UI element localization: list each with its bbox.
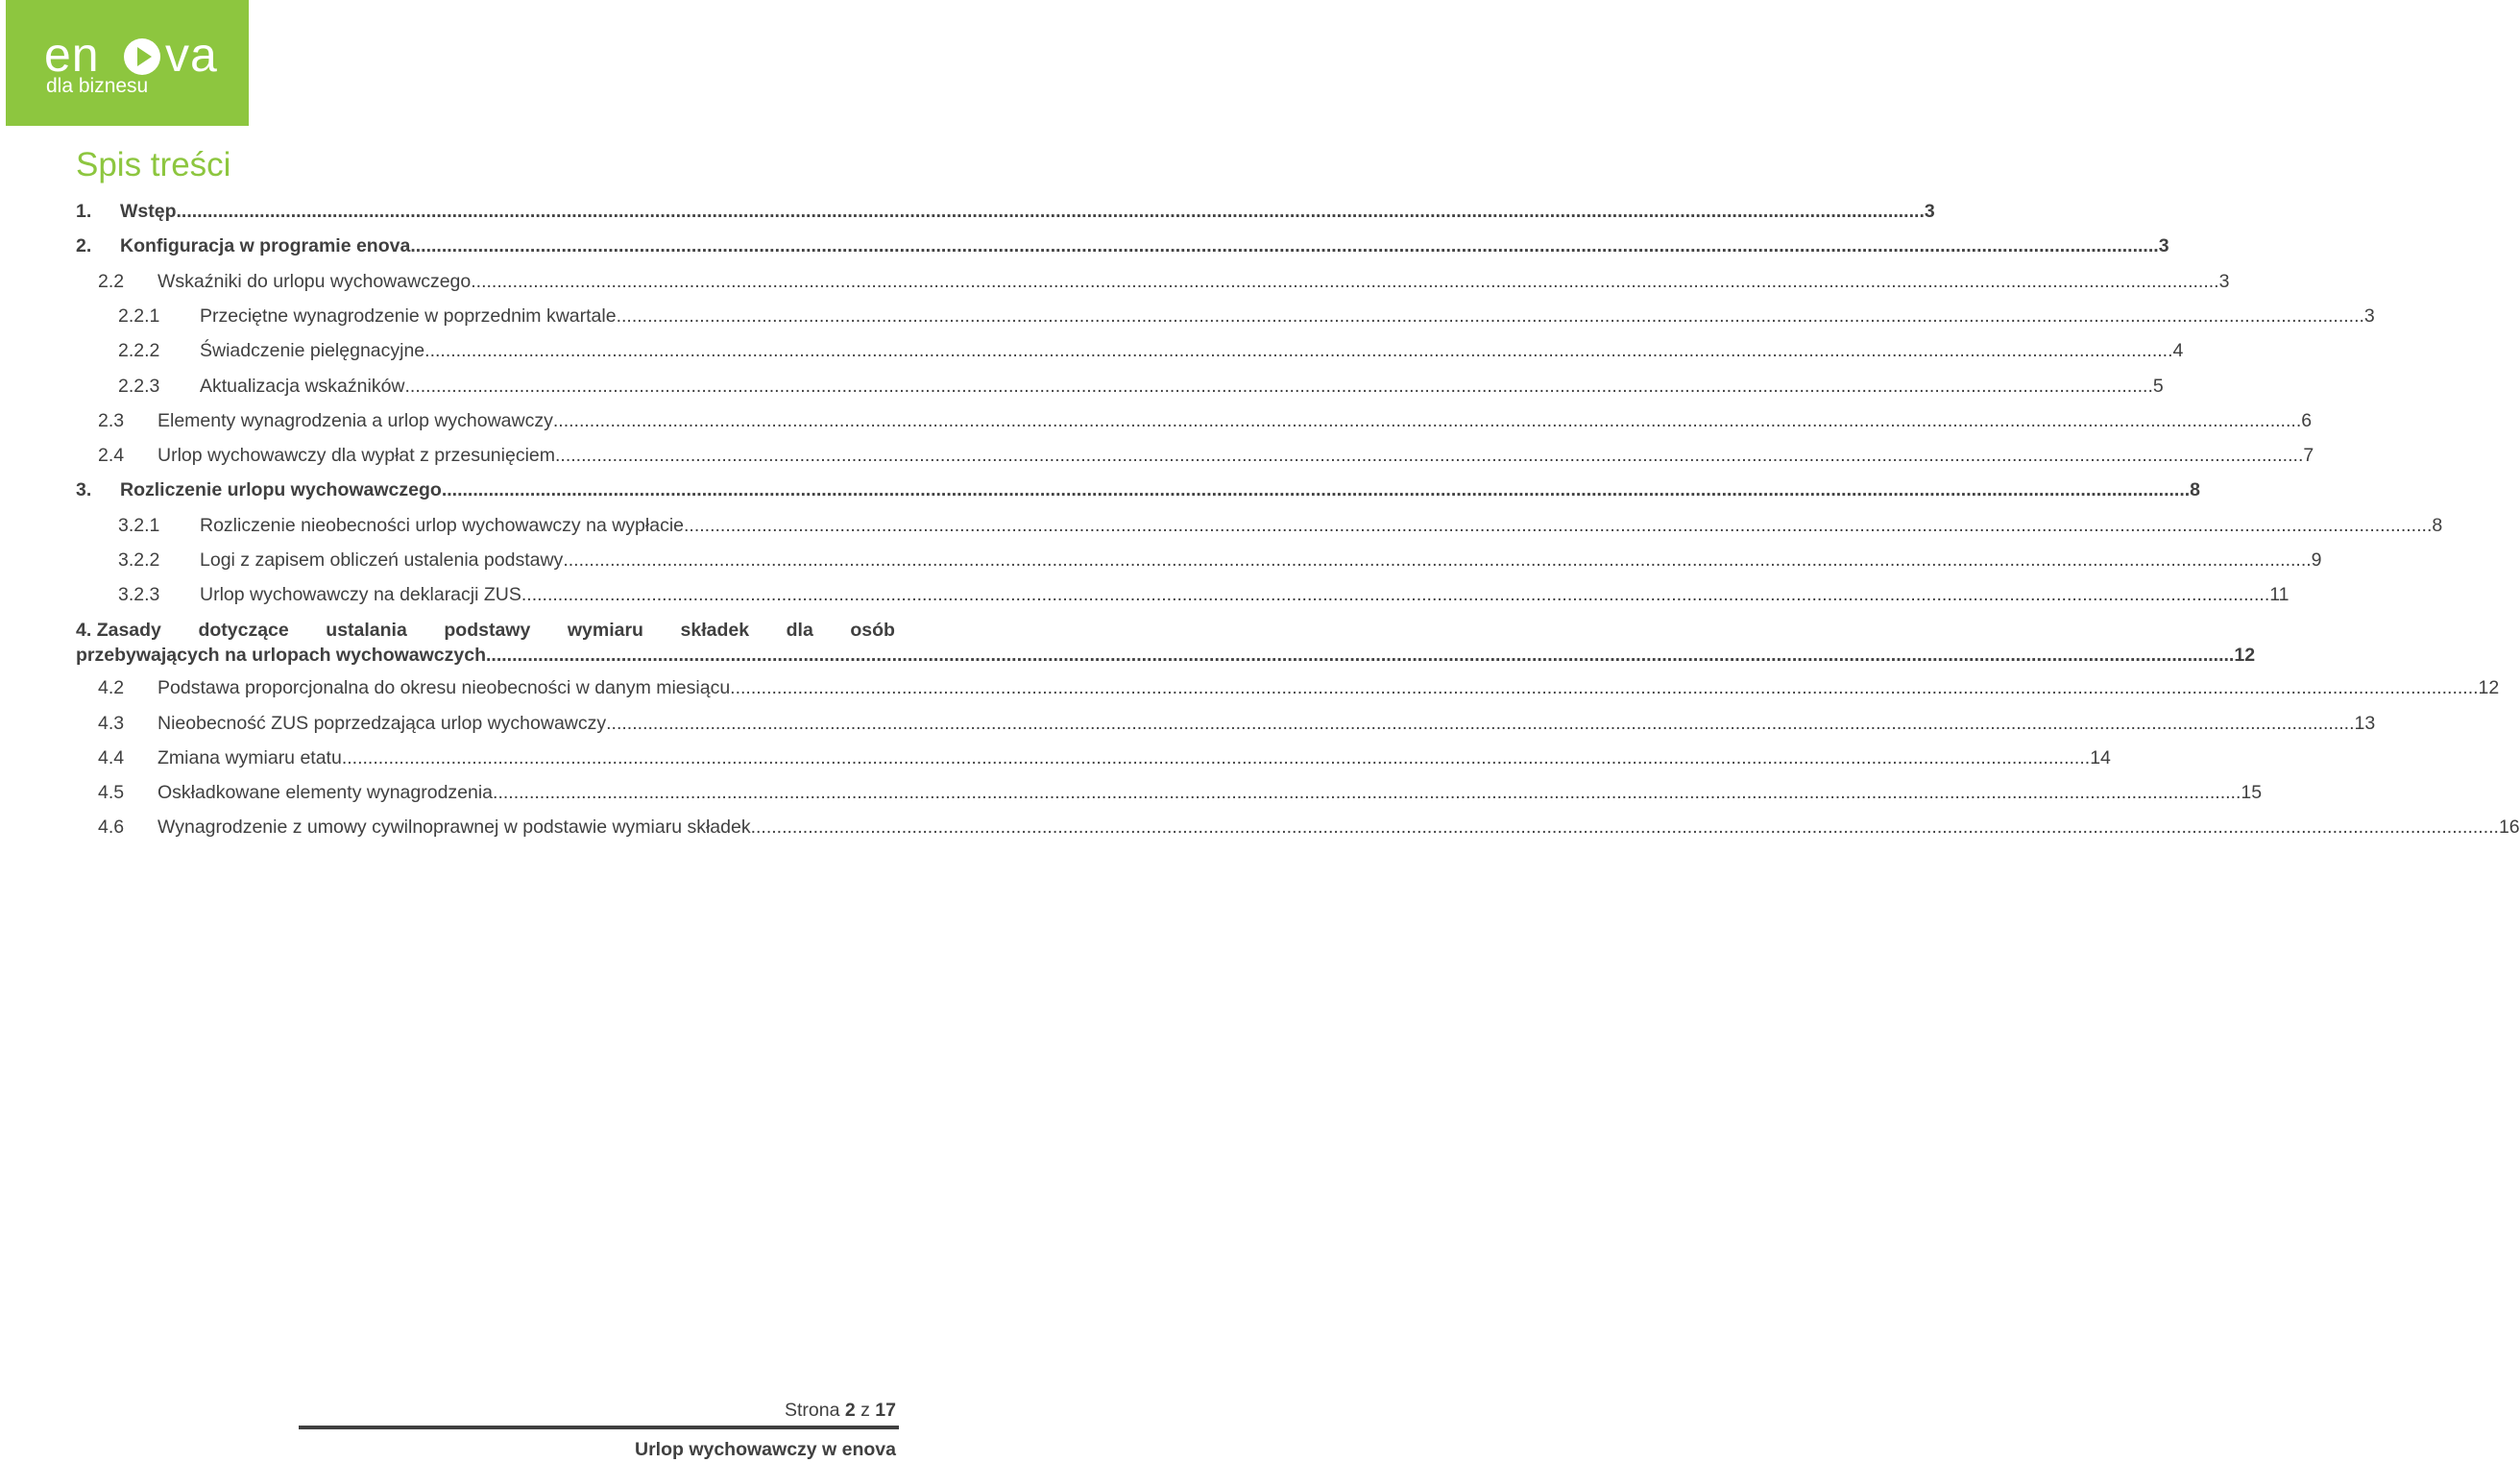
toc-leader-dots	[442, 477, 2190, 502]
toc-entry-number: 3.	[76, 479, 92, 500]
logo-text-part2: va	[165, 28, 218, 82]
toc-entry-text: Nieobecność ZUS poprzedzająca urlop wychowawczy	[158, 713, 607, 734]
toc-entry-text: Zmiana wymiaru etatu	[158, 747, 342, 768]
toc-entry-text: Przeciętne wynagrodzenie w poprzednim kwartale	[200, 305, 617, 327]
toc-entry[interactable]	[118, 374, 2164, 399]
toc-leader-dots	[471, 269, 2218, 294]
toc-entry-page: 3	[2363, 305, 2375, 327]
toc-entry-word	[76, 618, 161, 643]
toc-entry-page: 7	[2303, 445, 2314, 466]
toc-entry-text: Świadczenie pielęgnacyjne	[200, 340, 425, 361]
toc-entry-word: Zasady	[96, 620, 161, 641]
toc-entry-number: 3.2.1	[118, 515, 160, 536]
toc-leader-dots	[553, 408, 2301, 433]
toc-entry-page: 12	[2234, 645, 2256, 666]
toc-entry-page: 9	[2311, 549, 2322, 571]
toc-leader-dots	[405, 374, 2153, 399]
toc-entry-page: 8	[2432, 515, 2443, 536]
toc-entry[interactable]	[118, 338, 2184, 363]
toc-entry-number: 1.	[76, 201, 92, 222]
toc-entry-number: 3.2.3	[118, 584, 160, 605]
toc-entry-text: Elementy wynagrodzenia a urlop wychowawczy	[158, 410, 553, 431]
toc-leader-dots	[410, 233, 2158, 258]
toc-entry-word: wymiaru	[567, 620, 643, 641]
toc-entry[interactable]	[76, 199, 1935, 224]
toc-leader-dots	[684, 513, 2432, 538]
footer-document-title: Urlop wychowawczy w enova	[635, 1439, 896, 1460]
toc-entry[interactable]	[118, 548, 2322, 573]
toc-leader-dots	[521, 582, 2269, 607]
toc-entry[interactable]	[76, 233, 2169, 258]
toc-entry-page: 6	[2301, 410, 2313, 431]
toc-entry-text: Konfiguracja w programie enova	[120, 235, 411, 256]
toc-leader-dots	[617, 304, 2364, 329]
toc-entry-page: 13	[2354, 713, 2376, 734]
toc-entry-number: 4.4	[98, 747, 125, 768]
toc-leader-dots	[486, 643, 2234, 668]
toc-entry-text: Wynagrodzenie z umowy cywilnoprawnej w podstawie wymiaru składek	[158, 817, 751, 838]
toc-entry-number: 2.2.1	[118, 305, 160, 327]
toc-entry-word: dla	[786, 620, 813, 641]
toc-entry[interactable]	[118, 582, 2290, 607]
toc-entry-number: 2.3	[98, 410, 125, 431]
toc-entry-number: 2.2.3	[118, 376, 160, 397]
toc-entry-number: 4.3	[98, 713, 125, 734]
toc-entry-page: 12	[2478, 677, 2500, 698]
toc-entry-text: przebywających na urlopach wychowawczych	[76, 645, 486, 666]
toc-entry-page: 16	[2498, 817, 2520, 838]
toc-entry-word: osób	[850, 620, 895, 641]
toc-entry-page: 15	[2241, 782, 2263, 803]
page-number	[785, 1399, 896, 1422]
toc-entry-text: Oskładkowane elementy wynagrodzenia	[158, 782, 494, 803]
toc-entry-text-line2	[76, 643, 2256, 668]
logo-text-part1: en	[44, 28, 100, 82]
logo-subtitle: dla biznesu	[46, 75, 149, 97]
toc-leader-dots	[751, 815, 2499, 840]
toc-entry-page: 3	[1924, 201, 1935, 222]
toc-entry-text-line1	[76, 618, 895, 643]
toc-leader-dots	[424, 338, 2172, 363]
footer-divider	[299, 1426, 899, 1429]
toc-entry-number: 2.2.2	[118, 340, 160, 361]
toc-entry[interactable]	[98, 745, 2111, 770]
toc-leader-dots	[555, 443, 2303, 468]
toc-entry-page: 4	[2172, 340, 2184, 361]
toc-entry-number: 4.	[76, 620, 92, 641]
toc-entry-page: 3	[2158, 235, 2169, 256]
toc-entry[interactable]	[98, 711, 2376, 736]
toc-entry[interactable]	[76, 618, 2256, 668]
toc-entry-text: Urlop wychowawczy na deklaracji ZUS	[200, 584, 521, 605]
toc-entry-page: 5	[2152, 376, 2164, 397]
toc-entry[interactable]	[76, 477, 2201, 502]
play-circle-icon	[123, 37, 161, 76]
toc-entry[interactable]	[98, 269, 2230, 294]
toc-entry-text: Logi z zapisem obliczeń ustalenia podstawy	[200, 549, 564, 571]
toc-entry-text: Wstęp	[120, 201, 177, 222]
toc-leader-dots	[177, 199, 1925, 224]
toc-entry-text: Urlop wychowawczy dla wypłat z przesunięciem	[158, 445, 555, 466]
toc-entry-page: 8	[2190, 479, 2201, 500]
toc-entry-number: 2.2	[98, 271, 125, 292]
toc-entry-page: 14	[2090, 747, 2111, 768]
toc-entry-text: Rozliczenie nieobecności urlop wychowawczy na wypłacie	[200, 515, 684, 536]
toc-entry-word: dotyczące	[198, 620, 289, 641]
toc-entry-text: Wskaźniki do urlopu wychowawczego	[158, 271, 472, 292]
toc-leader-dots	[342, 745, 2090, 770]
toc-title: Spis treści	[76, 146, 231, 183]
toc-leader-dots	[606, 711, 2354, 736]
toc-entry-page: 11	[2269, 584, 2290, 605]
toc-entry[interactable]	[118, 304, 2375, 329]
toc-entry-word: ustalania	[326, 620, 407, 641]
toc-entry-number: 2.4	[98, 445, 125, 466]
toc-entry[interactable]	[98, 443, 2314, 468]
toc-leader-dots	[730, 675, 2478, 700]
page-number-mid: z	[855, 1400, 876, 1421]
toc-leader-dots	[493, 780, 2241, 805]
toc-entry-word: podstawy	[444, 620, 531, 641]
toc-leader-dots	[563, 548, 2311, 573]
toc-entry-text: Aktualizacja wskaźników	[200, 376, 405, 397]
page-number-current: 2	[844, 1400, 856, 1421]
toc-entry-number: 4.6	[98, 817, 125, 838]
toc-entry-number: 4.2	[98, 677, 125, 698]
page-number-total: 17	[875, 1400, 896, 1421]
toc-entry-text: Podstawa proporcjonalna do okresu nieobecności w danym miesiącu	[158, 677, 731, 698]
toc-entry[interactable]	[98, 815, 2520, 840]
toc-entry-number: 3.2.2	[118, 549, 160, 571]
toc-entry-page: 3	[2218, 271, 2230, 292]
toc-entry-number: 4.5	[98, 782, 125, 803]
toc-entry-word: składek	[680, 620, 750, 641]
page-number-prefix: Strona	[784, 1400, 845, 1421]
toc-entry-number: 2.	[76, 235, 92, 256]
toc-entry-text: Rozliczenie urlopu wychowawczego	[120, 479, 442, 500]
toc-entry[interactable]	[98, 408, 2313, 433]
toc-entry[interactable]	[98, 675, 2500, 700]
toc-entry[interactable]	[98, 780, 2263, 805]
toc-entry[interactable]	[118, 513, 2443, 538]
enova-logo	[6, 0, 249, 126]
